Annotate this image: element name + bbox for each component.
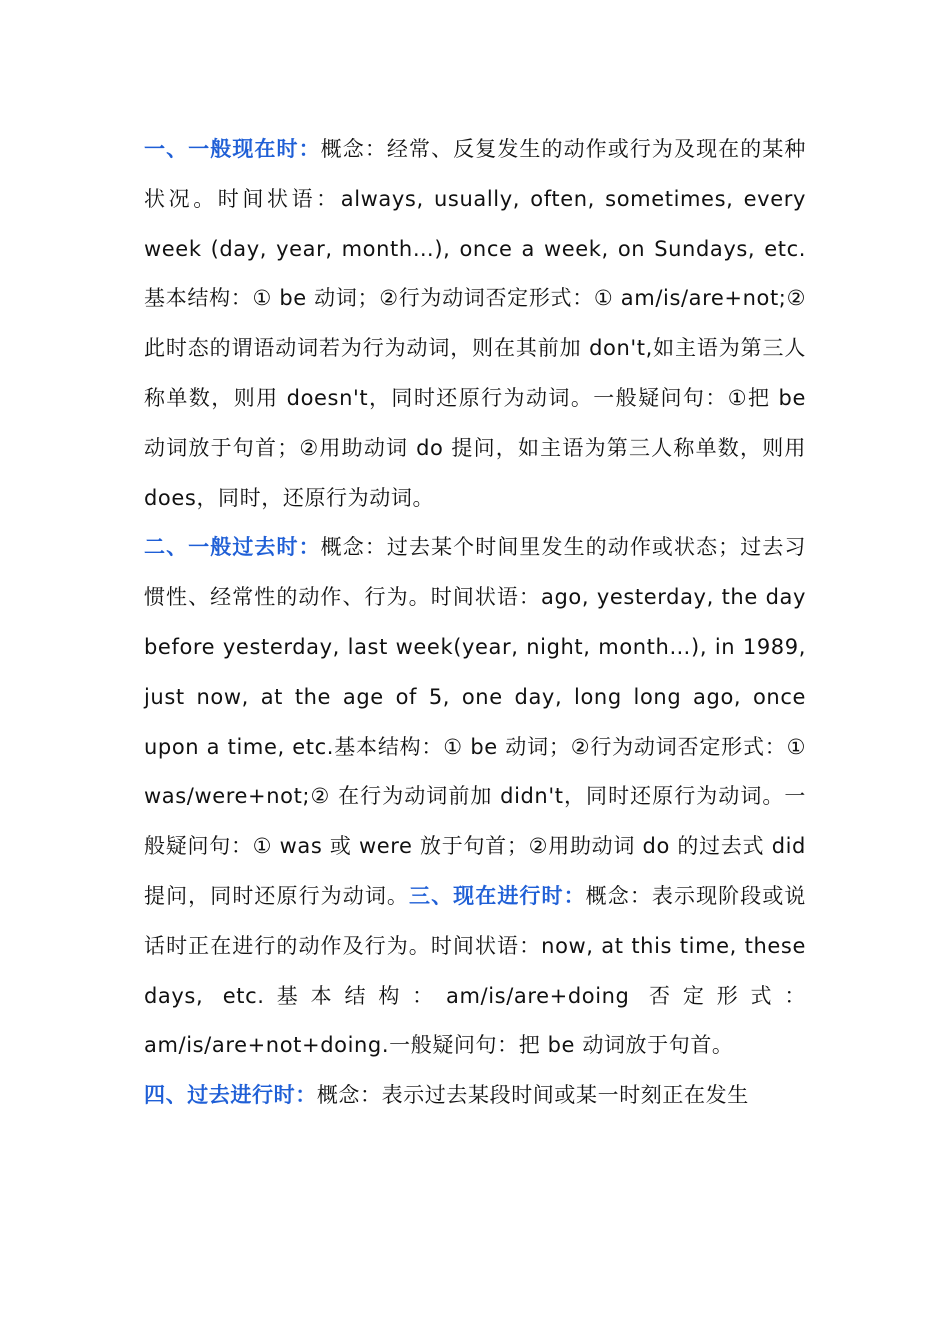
text-simple-past: 概念：过去某个时间里发生的动作或状态；过去习惯性、经常性的动作、行为。时间状语：ago, yesterday, the day before yesterday, last week(year, night, month…), in 1989, just now, at the age of 5, one day, long long ago, once upon a time, etc.基本结构：① be 动词；②行为动词否定形式：① was/were+not;② 在行为动词前加 didn't，同时还原行为动词。一般疑问句：① was 或 were 放于句首；②用助动词 do 的过去式 did 提问，同时还原行为动词。	[144, 535, 806, 908]
heading-simple-past: 二、一般过去时：	[144, 535, 321, 560]
paragraph-simple-past-and-present-continuous	[144, 523, 806, 1071]
paragraph-past-continuous	[144, 1071, 806, 1121]
paragraph-simple-present	[144, 125, 806, 523]
text-simple-present: 概念：经常、反复发生的动作或行为及现在的某种状况。时间状语：always, usually, often, sometimes, every week (day, year, month…), once a week, on Sundays, etc.基本结构：① be 动词；②行为动词否定形式：① am/is/are+not;② 此时态的谓语动词若为行为动词，则在其前加 don't,如主语为第三人称单数，则用 doesn't，同时还原行为动词。一般疑问句：①把 be 动词放于句首；②用助动词 do 提问，如主语为第三人称单数，则用 does，同时，还原行为动词。	[144, 137, 806, 510]
heading-present-continuous: 三、现在进行时：	[409, 883, 586, 908]
heading-past-continuous: 四、过去进行时：	[144, 1083, 317, 1108]
heading-simple-present: 一、一般现在时：	[144, 137, 321, 161]
text-present-continuous: 概念：表示现阶段或说话时正在进行的动作及行为。时间状语：now, at this time, these days, etc.基本结构：am/is/are+doing 否定形式：am/is/are+not+doing.一般疑问句：把 be 动词放于句首。	[144, 883, 807, 1058]
text-past-continuous: 概念：表示过去某段时间或某一时刻正在发生	[316, 1083, 749, 1108]
document-body	[144, 125, 806, 1121]
